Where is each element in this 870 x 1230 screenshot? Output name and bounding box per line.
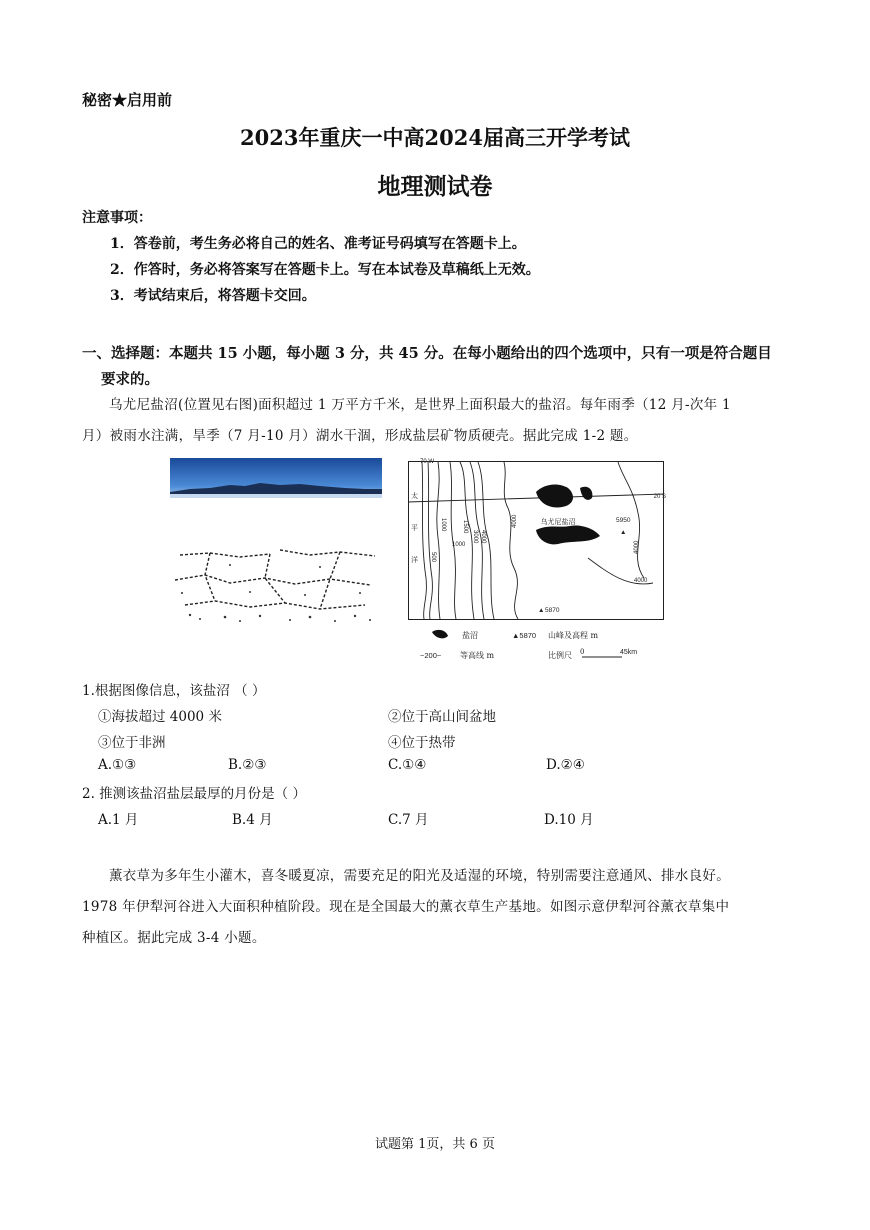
salt-flat-legend-swatch <box>432 630 448 638</box>
q1-statement: ④位于热带 <box>388 735 456 751</box>
passage-1-line2: 月）被雨水注满，旱季（7 月-10 月）湖水干涸，形成盐层矿物质硬壳。据此完成 1-2 题。 <box>82 428 638 444</box>
exam-title: 2023年重庆一中高2024届高三开学考试 <box>240 125 630 150</box>
uyuni-topographic-map <box>408 458 664 620</box>
latitude-label: 20 S <box>653 494 666 500</box>
note-item: 3．考试结束后，将答题卡交回。 <box>110 288 316 304</box>
legend-peak-label: 山峰及高程 m <box>548 631 599 640</box>
passage-1-line1: 乌尤尼盐沼(位置见右图)面积超过 1 万平方千米，是世界上面积最大的盐沼。每年雨季（12 月-次年 1 <box>109 397 731 413</box>
q1-statement: ③位于非洲 <box>98 735 166 751</box>
ocean-char-yang: 洋 <box>411 556 418 564</box>
passage-1 <box>82 390 802 452</box>
passage-2-line3: 种植区。据此完成 3-4 小题。 <box>82 930 266 946</box>
section-heading-line1: 一、选择题：本题共 15 小题，每小题 3 分，共 45 分。在每小题给出的四个选项中，只有一项是符合题目 <box>82 345 772 362</box>
exam-subtitle: 地理测试卷 <box>377 173 493 200</box>
passage-2-line1: 薰衣草为多年生小灌木，喜冬暖夏凉，需要充足的阳光及适湿的环境，特别需要注意通风、排水良好。 <box>109 868 730 884</box>
peak-elevation-label: 5870 <box>545 607 560 614</box>
passage-2-line2: 1978 年伊犁河谷进入大面积种植阶段。现在是全国最大的薰衣草生产基地。如图示意伊犁河谷薰衣草集中 <box>82 899 730 915</box>
map-legend <box>408 626 664 664</box>
note-item: 2．作答时，务必将答案写在答题卡上。写在本试卷及草稿纸上无效。 <box>110 262 540 278</box>
notes-heading: 注意事项： <box>82 210 152 226</box>
contour-label: 3000 <box>472 530 478 544</box>
contour-label: 1000 <box>452 542 466 548</box>
q1-choice-b: B.②③ <box>228 757 267 773</box>
legend-contour-label: 等高线 m <box>460 651 495 660</box>
q1-choice-d: D.②④ <box>546 757 585 773</box>
legend-scale-end: 45km <box>620 649 638 656</box>
q2-choice-a: A.1 月 <box>98 812 139 828</box>
question-2-stem: 2. 推测该盐沼盐层最厚的月份是（ ） <box>82 786 306 802</box>
contour-label: 4000 <box>512 514 518 528</box>
contour-label: 4000 <box>634 578 648 584</box>
contour-label: 1000 <box>440 518 446 532</box>
contour-label: 1500 <box>462 520 468 534</box>
section-heading-line2: 要求的。 <box>101 371 159 388</box>
lake-name-label: 乌尤尼盐沼 <box>540 518 576 526</box>
peak-elevation-label: 5950 <box>616 517 631 524</box>
legend-peak-symbol: ▲5870 <box>512 631 537 640</box>
q2-choice-d: D.10 月 <box>544 812 594 828</box>
peak-symbol: ▲ <box>538 607 545 614</box>
contour-label: 4000 <box>634 540 640 554</box>
legend-contour-symbol: ~200~ <box>420 651 442 660</box>
peak-symbol: ▲ <box>620 529 627 536</box>
q2-choice-b: B.4 月 <box>232 812 273 828</box>
page-footer: 试题第 1页，共 6 页 <box>375 1137 495 1152</box>
ocean-char-tai: 太 <box>411 492 418 500</box>
q1-choice-a: A.①③ <box>98 757 137 773</box>
q1-choice-c: C.①④ <box>388 757 427 773</box>
ocean-char-ping: 平 <box>411 524 418 532</box>
section-heading <box>82 341 802 393</box>
longitude-label: 70 W <box>420 459 435 466</box>
q1-statement: ②位于高山间盆地 <box>388 709 496 725</box>
note-item: 1．答卷前，考生务必将自己的姓名、准考证号码填写在答题卡上。 <box>110 236 526 252</box>
salt-crust-photo <box>170 535 382 625</box>
legend-scale-label: 比例尺 <box>548 651 572 660</box>
legend-salt-label: 盐沼 <box>462 631 478 640</box>
question-1-stem: 1.根据图像信息，该盐沼 （ ） <box>82 683 266 699</box>
confidential-mark: 秘密★启用前 <box>82 91 173 109</box>
salt-flat-sky-photo <box>170 458 382 498</box>
legend-scale-zero: 0 <box>580 648 585 656</box>
contour-label: 500 <box>430 552 436 563</box>
contour-label: 4000 <box>480 530 486 544</box>
q1-statement: ①海拔超过 4000 米 <box>98 709 222 725</box>
passage-2 <box>82 861 802 954</box>
q2-choice-c: C.7 月 <box>388 812 429 828</box>
